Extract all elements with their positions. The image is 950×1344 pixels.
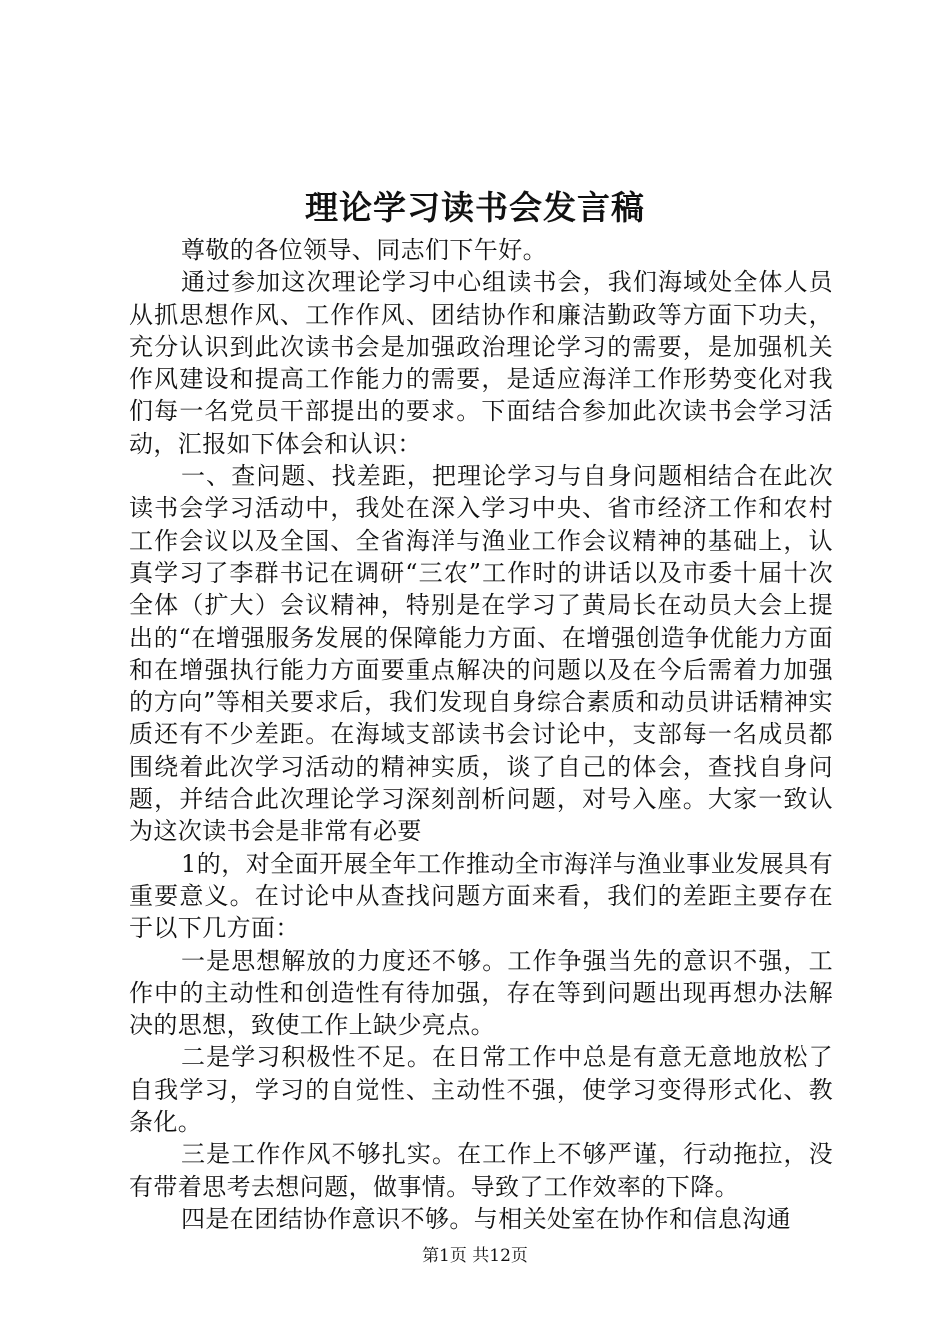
paragraph-point-two: 二是学习积极性不足。在日常工作中总是有意无意地放松了自我学习，学习的自觉性、主动性不强，使学习变得形式化、教条化。 [129, 1043, 833, 1137]
page-number-footer: 第1页 共12页 [422, 1246, 528, 1266]
paragraph-point-four: 四是在团结协作意识不够。与相关处室在协作和信息沟通 [181, 1204, 791, 1233]
paragraph-section-one: 一、查问题、找差距，把理论学习与自身问题相结合在此次读书会学习活动中，我处在深入学习中央、省市经济工作和农村工作会议以及全国、全省海洋与渔业工作会议精神的基础上，认真学习了李群书记在调研“三农”工作时的讲话以及市委十届十次全体（扩大）会议精神，特别是在学习了黄局长在动员大会上提出的“在增强服务发展的保障能力方面、在增强创造争优能力方面和在增强执行能力方面要重点解决的问题以及在今后需着力加强的方向”等相关要求后，我们发现自身综合素质和动员讲话精神实质还有不少差距。在海域支部读书会讨论中，支部每一名成员都围绕着此次学习活动的精神实质，谈了自己的体会，查找自身问题，并结合此次理论学习深刻剖析问题，对号入座。大家一致认为这次读书会是非常有必要 [129, 462, 833, 846]
document-body [129, 234, 833, 1235]
paragraph-greeting: 尊敬的各位领导、同志们下午好。 [181, 236, 547, 264]
paragraph-significance: 1的，对全面开展全年工作推动全市海洋与渔业事业发展具有重要意义。在讨论中从查找问题方面来看，我们的差距主要存在于以下几方面： [129, 849, 833, 943]
document-title: 理论学习读书会发言稿 [305, 188, 645, 227]
paragraph-intro: 通过参加这次理论学习中心组读书会，我们海域处全体人员从抓思想作风、工作作风、团结协作和廉洁勤政等方面下功夫，充分认识到此次读书会是加强政治理论学习的需要，是加强机关作风建设和提高工作能力的需要，是适应海洋工作形势变化对我们每一名党员干部提出的要求。下面结合参加此次读书会学习活动，汇报如下体会和认识： [129, 268, 833, 458]
paragraph-point-three: 三是工作作风不够扎实。在工作上不够严谨，行动拖拉，没有带着思考去想问题，做事情。导致了工作效率的下降。 [129, 1140, 833, 1201]
paragraph-point-one: 一是思想解放的力度还不够。工作争强当先的意识不强，工作中的主动性和创造性有待加强，存在等到问题出现再想办法解决的思想，致使工作上缺少亮点。 [129, 946, 833, 1040]
